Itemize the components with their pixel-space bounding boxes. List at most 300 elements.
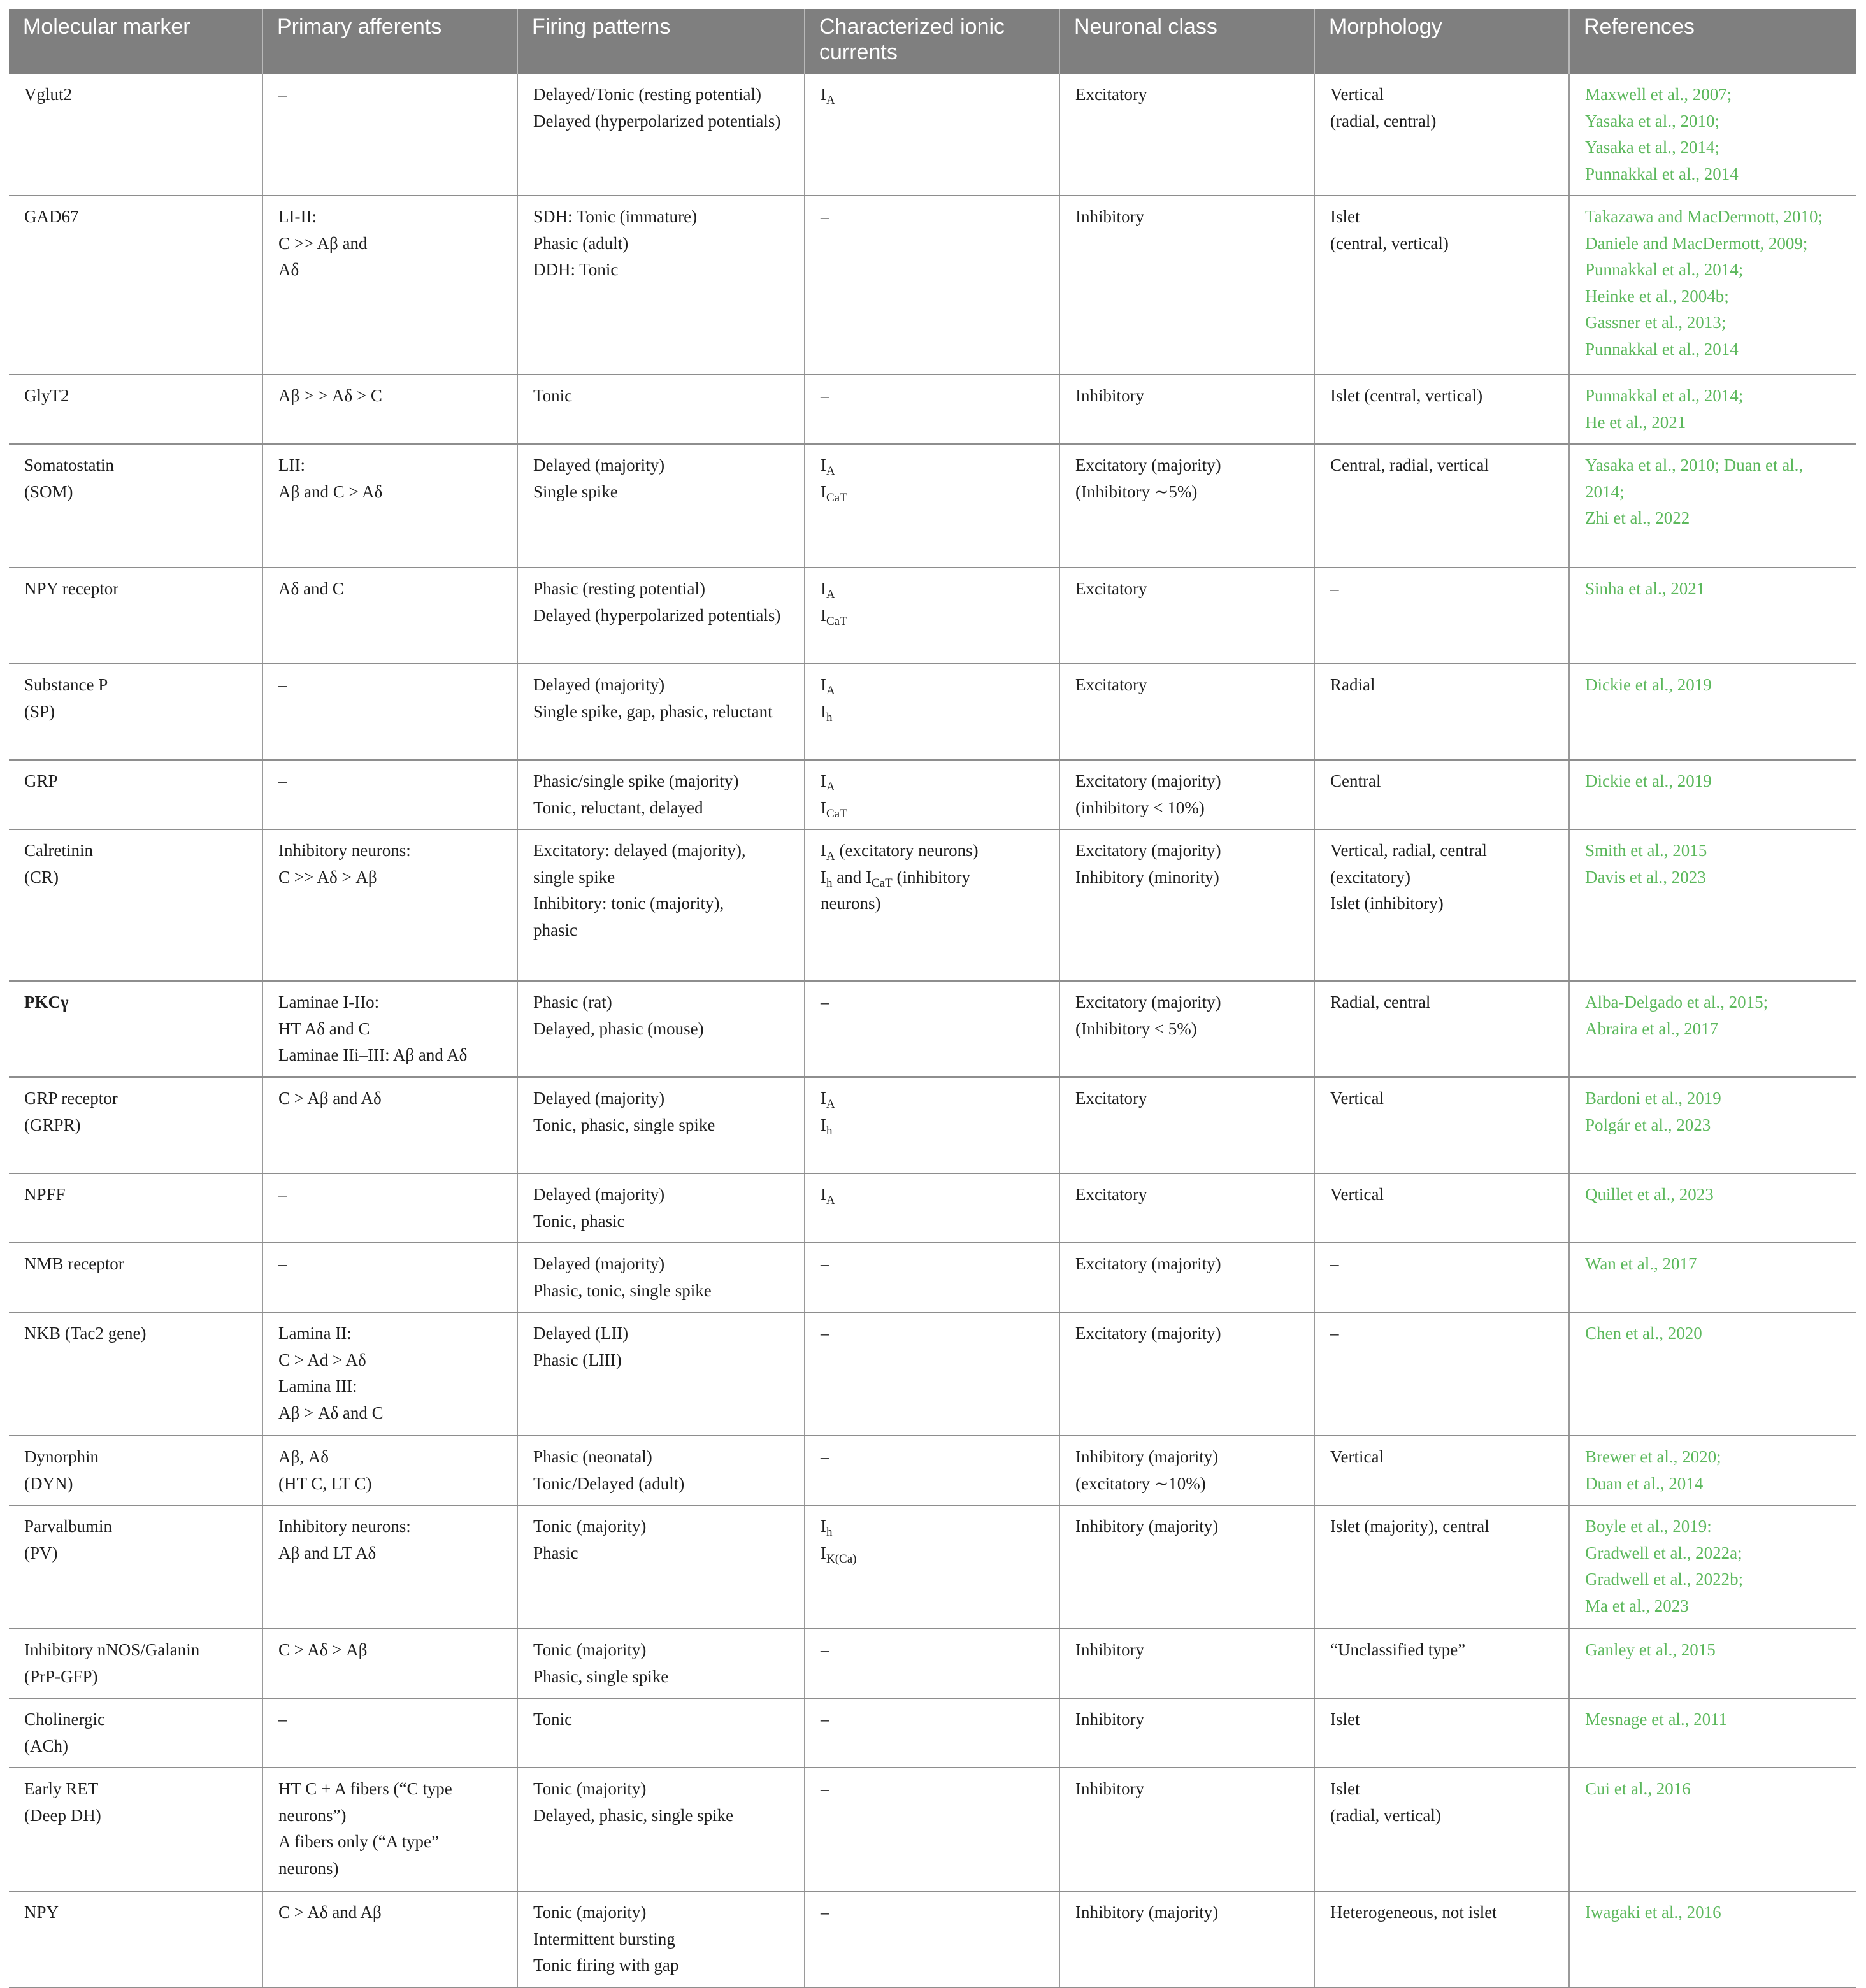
- table-row: [9, 568, 1856, 664]
- cell-line: Tonic (majority): [533, 1640, 647, 1659]
- cell-line: Tonic firing with gap: [533, 1956, 679, 1975]
- cell-primary-afferents: [262, 1768, 517, 1891]
- cell-firing-patterns: [517, 74, 805, 196]
- cell-line: Excitatory: [1075, 1089, 1147, 1108]
- cell-line: (radial, vertical): [1330, 1805, 1441, 1825]
- cell-line: $I_h$: [821, 1517, 833, 1539]
- cell-line: Excitatory (majority): [1075, 455, 1221, 475]
- reference-link[interactable]: Chen et al., 2020: [1585, 1324, 1702, 1343]
- cell-ionic-currents: [805, 375, 1059, 444]
- table-row: [9, 1768, 1856, 1891]
- cell-line: Central: [1330, 771, 1381, 790]
- cell-line: Vertical, radial, central: [1330, 841, 1487, 860]
- reference-link[interactable]: Bardoni et al., 2019: [1585, 1089, 1721, 1108]
- cell-firing-patterns: [517, 1768, 805, 1891]
- reference-link[interactable]: Polgár et al., 2023: [1585, 1115, 1711, 1134]
- cell-line: –: [278, 1185, 287, 1204]
- cell-firing-patterns: [517, 1243, 805, 1312]
- header-ionic-currents: Characterized ionic currents: [805, 9, 1059, 74]
- cell-line: $I_A$: [821, 455, 835, 478]
- cell-line: Inhibitory neurons:: [278, 1517, 411, 1536]
- reference-link[interactable]: Zhi et al., 2022: [1585, 508, 1690, 527]
- reference-link[interactable]: Maxwell et al., 2007;: [1585, 85, 1732, 104]
- cell-line: Somatostatin: [24, 455, 114, 475]
- cell-line: –: [821, 207, 829, 226]
- cell-references: [1569, 1505, 1856, 1629]
- cell-line: Inhibitory (majority): [1075, 1447, 1219, 1466]
- cell-line: single spike: [533, 867, 615, 887]
- cell-line: Excitatory (majority): [1075, 841, 1221, 860]
- cell-morphology: [1314, 1436, 1569, 1505]
- cell-neuronal-class: [1059, 1436, 1314, 1505]
- cell-primary-afferents: [262, 568, 517, 664]
- cell-line: Tonic, phasic: [533, 1211, 625, 1231]
- cell-ionic-currents: [805, 981, 1059, 1077]
- cell-line: Delayed, phasic (mouse): [533, 1019, 704, 1038]
- cell-ionic-currents: [805, 760, 1059, 829]
- cell-line: Excitatory (majority): [1075, 771, 1221, 790]
- cell-line: (Inhibitory < 5%): [1075, 1019, 1197, 1038]
- cell-ionic-currents: [805, 1629, 1059, 1698]
- cell-ionic-currents: [805, 1891, 1059, 1987]
- cell-line: Excitatory: [1075, 579, 1147, 598]
- header-neuronal-class: Neuronal class: [1059, 9, 1314, 74]
- cell-line: (GRPR): [24, 1115, 81, 1134]
- cell-line: Phasic (resting potential): [533, 579, 705, 598]
- cell-line: (Deep DH): [24, 1805, 101, 1825]
- reference-link[interactable]: Punnakkal et al., 2014: [1585, 164, 1739, 183]
- cell-line: Tonic: [533, 1710, 573, 1729]
- cell-ionic-currents: [805, 1077, 1059, 1173]
- cell-line: (PV): [24, 1543, 58, 1563]
- cell-line: PKCγ: [24, 992, 69, 1012]
- cell-morphology: [1314, 1312, 1569, 1436]
- reference-link[interactable]: Boyle et al., 2019:: [1585, 1517, 1712, 1536]
- cell-line: Central, radial, vertical: [1330, 455, 1489, 475]
- cell-morphology: [1314, 1077, 1569, 1173]
- cell-ionic-currents: [805, 1698, 1059, 1768]
- reference-link[interactable]: Dickie et al., 2019: [1585, 675, 1712, 694]
- table-row: [9, 444, 1856, 568]
- cell-references: [1569, 664, 1856, 760]
- cell-line: SDH: Tonic (immature): [533, 207, 698, 226]
- cell-line: –: [821, 1779, 829, 1798]
- cell-molecular-marker: [9, 1243, 262, 1312]
- cell-neuronal-class: [1059, 1312, 1314, 1436]
- cell-line: Excitatory (majority): [1075, 1324, 1221, 1343]
- cell-line: –: [278, 1710, 287, 1729]
- cell-neuronal-class: [1059, 829, 1314, 981]
- cell-line: GlyT2: [24, 386, 69, 405]
- cell-line: Aβ and LT Aδ: [278, 1543, 377, 1563]
- cell-line: Delayed (hyperpolarized potentials): [533, 111, 781, 131]
- cell-ionic-currents: [805, 444, 1059, 568]
- reference-link[interactable]: Wan et al., 2017: [1585, 1254, 1697, 1273]
- reference-link[interactable]: Alba-Delgado et al., 2015;: [1585, 992, 1769, 1012]
- table-row: [9, 1629, 1856, 1698]
- cell-line: DDH: Tonic: [533, 260, 619, 279]
- cell-line: Substance P: [24, 675, 108, 694]
- cell-morphology: [1314, 568, 1569, 664]
- cell-molecular-marker: [9, 1077, 262, 1173]
- cell-primary-afferents: [262, 1891, 517, 1987]
- cell-primary-afferents: [262, 1505, 517, 1629]
- cell-molecular-marker: [9, 1505, 262, 1629]
- cell-molecular-marker: [9, 1312, 262, 1436]
- cell-molecular-marker: [9, 829, 262, 981]
- cell-line: (DYN): [24, 1473, 73, 1493]
- cell-morphology: [1314, 1629, 1569, 1698]
- table-container: [9, 9, 1856, 1988]
- cell-line: Tonic, phasic, single spike: [533, 1115, 715, 1134]
- cell-line: C > Aδ > Aβ: [278, 1640, 368, 1659]
- cell-references: [1569, 196, 1856, 375]
- header-molecular-marker: Molecular marker: [9, 9, 262, 74]
- reference-link[interactable]: Yasaka et al., 2010;: [1585, 111, 1719, 131]
- cell-line: Inhibitory (minority): [1075, 867, 1219, 887]
- cell-references: [1569, 1173, 1856, 1243]
- reference-link[interactable]: Ma et al., 2023: [1585, 1596, 1689, 1615]
- cell-ionic-currents: [805, 1505, 1059, 1629]
- cell-ionic-currents: [805, 664, 1059, 760]
- cell-line: (PrP-GFP): [24, 1666, 98, 1686]
- table-row: [9, 1243, 1856, 1312]
- cell-primary-afferents: [262, 74, 517, 196]
- cell-line: NMB receptor: [24, 1254, 124, 1273]
- cell-firing-patterns: [517, 981, 805, 1077]
- reference-link[interactable]: Brewer et al., 2020;: [1585, 1447, 1721, 1466]
- cell-neuronal-class: [1059, 375, 1314, 444]
- cell-line: Inhibitory: [1075, 1779, 1144, 1798]
- table-row: [9, 664, 1856, 760]
- cell-references: [1569, 568, 1856, 664]
- reference-link[interactable]: Gradwell et al., 2022b;: [1585, 1570, 1744, 1589]
- reference-link[interactable]: Daniele and MacDermott, 2009;: [1585, 233, 1808, 253]
- cell-morphology: [1314, 1698, 1569, 1768]
- cell-line: Phasic: [533, 1543, 578, 1563]
- cell-neuronal-class: [1059, 568, 1314, 664]
- reference-link[interactable]: Abraira et al., 2017: [1585, 1019, 1719, 1038]
- cell-firing-patterns: [517, 760, 805, 829]
- cell-line: Lamina II:: [278, 1324, 352, 1343]
- cell-molecular-marker: [9, 568, 262, 664]
- header-references: References: [1569, 9, 1856, 74]
- cell-neuronal-class: [1059, 664, 1314, 760]
- cell-ionic-currents: [805, 1768, 1059, 1891]
- reference-link[interactable]: Dickie et al., 2019: [1585, 771, 1712, 790]
- cell-line: –: [278, 85, 287, 104]
- cell-line: Single spike: [533, 482, 618, 501]
- cell-line: Tonic: [533, 386, 573, 405]
- cell-line: $I_h$: [821, 1115, 833, 1138]
- cell-line: Lamina III:: [278, 1377, 357, 1396]
- reference-link[interactable]: Takazawa and MacDermott, 2010;: [1585, 207, 1823, 226]
- cell-line: Delayed (hyperpolarized potentials): [533, 605, 781, 625]
- cell-references: [1569, 1629, 1856, 1698]
- cell-line: Laminae IIi–III: Aβ and Aδ: [278, 1045, 468, 1064]
- cell-line: $I_{CaT}$: [821, 797, 847, 820]
- table-row: [9, 196, 1856, 375]
- header-morphology: Morphology: [1314, 9, 1569, 74]
- cell-primary-afferents: [262, 829, 517, 981]
- cell-ionic-currents: [805, 1436, 1059, 1505]
- reference-link[interactable]: Iwagaki et al., 2016: [1585, 1903, 1721, 1922]
- cell-references: [1569, 74, 1856, 196]
- cell-firing-patterns: [517, 1173, 805, 1243]
- cell-line: –: [278, 1254, 287, 1273]
- cell-line: (HT C, LT C): [278, 1473, 372, 1493]
- cell-line: Cholinergic: [24, 1710, 105, 1729]
- cell-neuronal-class: [1059, 1173, 1314, 1243]
- cell-line: –: [821, 1640, 829, 1659]
- cell-primary-afferents: [262, 664, 517, 760]
- cell-primary-afferents: [262, 760, 517, 829]
- cell-line: C >> Aβ and: [278, 233, 368, 253]
- cell-references: [1569, 444, 1856, 568]
- table-row: [9, 1698, 1856, 1768]
- cell-line: NPY: [24, 1903, 59, 1922]
- header-firing-patterns: Firing patterns: [517, 9, 805, 74]
- cell-line: Islet (majority), central: [1330, 1517, 1489, 1536]
- cell-molecular-marker: [9, 1768, 262, 1891]
- reference-link[interactable]: Ganley et al., 2015: [1585, 1640, 1716, 1659]
- cell-molecular-marker: [9, 1891, 262, 1987]
- cell-line: Parvalbumin: [24, 1517, 112, 1536]
- cell-line: $I_h$: [821, 701, 833, 724]
- cell-line: NKB (Tac2 gene): [24, 1324, 147, 1343]
- cell-line: Phasic/single spike (majority): [533, 771, 739, 790]
- cell-references: [1569, 981, 1856, 1077]
- cell-line: Tonic/Delayed (adult): [533, 1473, 685, 1493]
- cell-line: $I_{K(Ca)}$: [821, 1543, 857, 1566]
- reference-link[interactable]: Gassner et al., 2013;: [1585, 313, 1726, 332]
- cell-primary-afferents: [262, 1629, 517, 1698]
- cell-neuronal-class: [1059, 981, 1314, 1077]
- cell-line: Delayed, phasic, single spike: [533, 1805, 734, 1825]
- cell-primary-afferents: [262, 1312, 517, 1436]
- cell-references: [1569, 1698, 1856, 1768]
- cell-line: Inhibitory nNOS/Galanin: [24, 1640, 200, 1659]
- cell-neuronal-class: [1059, 74, 1314, 196]
- cell-line: Vertical: [1330, 85, 1384, 104]
- cell-line: Islet (inhibitory): [1330, 894, 1444, 913]
- cell-line: Phasic, tonic, single spike: [533, 1280, 712, 1300]
- cell-line: $I_A$: [821, 1185, 835, 1207]
- cell-molecular-marker: [9, 664, 262, 760]
- reference-link[interactable]: Duan et al., 2014: [1585, 1473, 1704, 1493]
- cell-morphology: [1314, 444, 1569, 568]
- cell-line: Islet: [1330, 1779, 1360, 1798]
- table-row: [9, 1505, 1856, 1629]
- cell-line: Radial, central: [1330, 992, 1431, 1012]
- cell-line: Vertical: [1330, 1089, 1384, 1108]
- cell-firing-patterns: [517, 1077, 805, 1173]
- cell-references: [1569, 1312, 1856, 1436]
- cell-molecular-marker: [9, 444, 262, 568]
- reference-link[interactable]: He et al., 2021: [1585, 412, 1686, 432]
- reference-link[interactable]: Yasaka et al., 2014;: [1585, 138, 1719, 157]
- cell-line: $I_A$: [821, 579, 835, 601]
- cell-line: $I_A$ (excitatory neurons): [821, 841, 979, 863]
- cell-neuronal-class: [1059, 1243, 1314, 1312]
- cell-line: neurons): [821, 894, 881, 913]
- cell-molecular-marker: [9, 1629, 262, 1698]
- cell-line: C > Ad > Aδ: [278, 1350, 366, 1369]
- reference-link[interactable]: Smith et al., 2015: [1585, 841, 1707, 860]
- cell-line: NPY receptor: [24, 579, 119, 598]
- reference-link[interactable]: Heinke et al., 2004b;: [1585, 286, 1729, 306]
- cell-line: A fibers only (“A type”: [278, 1832, 439, 1851]
- cell-molecular-marker: [9, 760, 262, 829]
- table-row: [9, 981, 1856, 1077]
- cell-molecular-marker: [9, 1698, 262, 1768]
- cell-firing-patterns: [517, 829, 805, 981]
- reference-link[interactable]: Punnakkal et al., 2014;: [1585, 260, 1744, 279]
- cell-ionic-currents: [805, 1312, 1059, 1436]
- table-row: [9, 1436, 1856, 1505]
- header-row: [9, 9, 1856, 74]
- cell-line: $I_h$ and $I_{CaT}$ (inhibitory: [821, 867, 970, 890]
- cell-molecular-marker: [9, 74, 262, 196]
- cell-references: [1569, 1436, 1856, 1505]
- cell-line: Islet (central, vertical): [1330, 386, 1483, 405]
- cell-ionic-currents: [805, 1173, 1059, 1243]
- cell-line: GRP receptor: [24, 1089, 118, 1108]
- cell-line: (ACh): [24, 1736, 68, 1756]
- cell-line: (SOM): [24, 482, 73, 501]
- cell-line: $I_{CaT}$: [821, 605, 847, 628]
- reference-link[interactable]: Gradwell et al., 2022a;: [1585, 1543, 1742, 1563]
- cell-line: –: [1330, 579, 1339, 598]
- table-row: [9, 1173, 1856, 1243]
- reference-link[interactable]: Cui et al., 2016: [1585, 1779, 1691, 1798]
- cell-line: Delayed (majority): [533, 675, 665, 694]
- cell-line: Aδ: [278, 260, 299, 279]
- cell-primary-afferents: [262, 1698, 517, 1768]
- reference-link[interactable]: 2014;: [1585, 482, 1625, 501]
- cell-line: HT Aδ and C: [278, 1019, 370, 1038]
- cell-line: Phasic (rat): [533, 992, 612, 1012]
- table-row: [9, 760, 1856, 829]
- cell-morphology: [1314, 1173, 1569, 1243]
- cell-firing-patterns: [517, 1698, 805, 1768]
- cell-line: –: [278, 771, 287, 790]
- cell-line: $I_{CaT}$: [821, 482, 847, 504]
- cell-molecular-marker: [9, 196, 262, 375]
- cell-line: (Inhibitory ∼5%): [1075, 482, 1198, 501]
- marker-table: [9, 9, 1856, 1988]
- cell-firing-patterns: [517, 1505, 805, 1629]
- cell-line: Inhibitory: [1075, 1710, 1144, 1729]
- reference-link[interactable]: Mesnage et al., 2011: [1585, 1710, 1728, 1729]
- cell-primary-afferents: [262, 1077, 517, 1173]
- reference-link[interactable]: Yasaka et al., 2010; Duan et al.,: [1585, 455, 1804, 475]
- cell-line: –: [1330, 1254, 1339, 1273]
- cell-firing-patterns: [517, 196, 805, 375]
- cell-morphology: [1314, 1768, 1569, 1891]
- cell-morphology: [1314, 981, 1569, 1077]
- reference-link[interactable]: Davis et al., 2023: [1585, 867, 1706, 887]
- cell-firing-patterns: [517, 664, 805, 760]
- table-row: [9, 1312, 1856, 1436]
- cell-line: (CR): [24, 867, 59, 887]
- cell-line: C >> Aδ > Aβ: [278, 867, 377, 887]
- cell-neuronal-class: [1059, 444, 1314, 568]
- reference-link[interactable]: Punnakkal et al., 2014;: [1585, 386, 1744, 405]
- reference-link[interactable]: Quillet et al., 2023: [1585, 1185, 1714, 1204]
- cell-line: Aβ and C > Aδ: [278, 482, 383, 501]
- cell-line: Inhibitory: [1075, 386, 1144, 405]
- cell-morphology: [1314, 1505, 1569, 1629]
- cell-line: –: [821, 1324, 829, 1343]
- cell-line: Tonic (majority): [533, 1517, 647, 1536]
- cell-line: neurons): [278, 1858, 339, 1878]
- cell-line: Inhibitory: [1075, 1640, 1144, 1659]
- cell-line: Radial: [1330, 675, 1375, 694]
- cell-molecular-marker: [9, 375, 262, 444]
- cell-line: –: [821, 1903, 829, 1922]
- cell-primary-afferents: [262, 1436, 517, 1505]
- header-primary-afferents: Primary afferents: [262, 9, 517, 74]
- cell-line: Inhibitory (majority): [1075, 1517, 1219, 1536]
- cell-molecular-marker: [9, 1436, 262, 1505]
- cell-line: Excitatory: [1075, 1185, 1147, 1204]
- cell-firing-patterns: [517, 1891, 805, 1987]
- cell-line: –: [821, 1710, 829, 1729]
- cell-primary-afferents: [262, 981, 517, 1077]
- cell-line: (excitatory ∼10%): [1075, 1473, 1206, 1493]
- cell-line: Delayed (majority): [533, 1089, 665, 1108]
- cell-references: [1569, 1891, 1856, 1987]
- cell-line: HT C + A fibers (“C type: [278, 1779, 452, 1798]
- cell-line: neurons”): [278, 1805, 347, 1825]
- cell-line: Excitatory: [1075, 675, 1147, 694]
- cell-line: Vertical: [1330, 1447, 1384, 1466]
- cell-references: [1569, 760, 1856, 829]
- cell-line: Delayed/Tonic (resting potential): [533, 85, 761, 104]
- cell-molecular-marker: [9, 1173, 262, 1243]
- cell-line: (radial, central): [1330, 111, 1437, 131]
- table-row: [9, 375, 1856, 444]
- cell-line: Excitatory: delayed (majority),: [533, 841, 746, 860]
- cell-neuronal-class: [1059, 1768, 1314, 1891]
- cell-firing-patterns: [517, 1436, 805, 1505]
- cell-line: LII:: [278, 455, 305, 475]
- reference-link[interactable]: Punnakkal et al., 2014: [1585, 339, 1739, 359]
- reference-link[interactable]: Sinha et al., 2021: [1585, 579, 1705, 598]
- cell-neuronal-class: [1059, 1505, 1314, 1629]
- cell-primary-afferents: [262, 196, 517, 375]
- cell-neuronal-class: [1059, 760, 1314, 829]
- cell-line: Laminae I-IIo:: [278, 992, 380, 1012]
- cell-line: C > Aδ and Aβ: [278, 1903, 382, 1922]
- cell-line: –: [1330, 1324, 1339, 1343]
- cell-morphology: [1314, 196, 1569, 375]
- cell-line: –: [821, 1447, 829, 1466]
- cell-morphology: [1314, 1891, 1569, 1987]
- cell-line: Heterogeneous, not islet: [1330, 1903, 1497, 1922]
- cell-line: GAD67: [24, 207, 79, 226]
- cell-ionic-currents: [805, 74, 1059, 196]
- cell-firing-patterns: [517, 1312, 805, 1436]
- cell-ionic-currents: [805, 829, 1059, 981]
- cell-line: (SP): [24, 701, 55, 721]
- cell-references: [1569, 1243, 1856, 1312]
- cell-morphology: [1314, 1243, 1569, 1312]
- cell-line: Inhibitory neurons:: [278, 841, 411, 860]
- cell-firing-patterns: [517, 568, 805, 664]
- cell-line: Single spike, gap, phasic, reluctant: [533, 701, 773, 721]
